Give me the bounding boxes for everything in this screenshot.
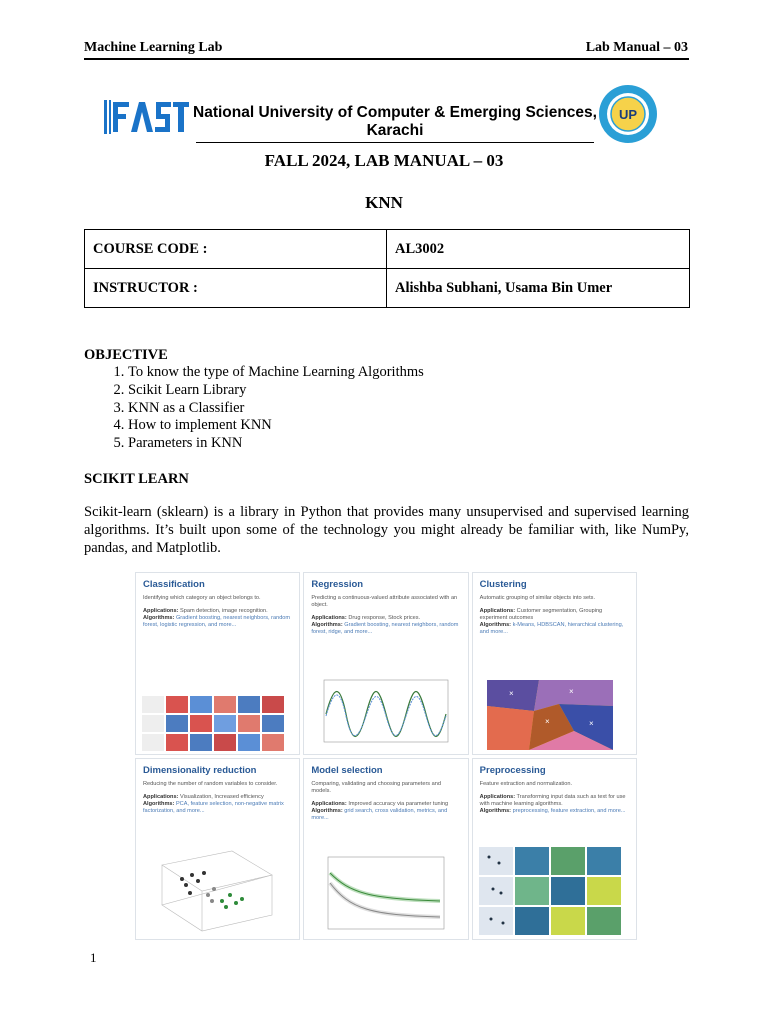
header-rule [84,58,689,60]
card-dimensionality-reduction [135,758,300,941]
scikit-paragraph: Scikit-learn (sklearn) is a library in Python that provides many unsupervised and supervised learning algorithms. It’s built upon some of the technology you might already be familiar with, like NumPy, pandas, and Matplotlib. [84,504,689,556]
card-title: Classification [143,579,205,590]
card-description: Identifying which category an object belongs to. [143,595,261,601]
running-header-right: Lab Manual – 03 [585,40,688,55]
card-algorithms: Algorithms: PCA, feature selection, non-negative matrix factorization, and more... [143,800,284,814]
page-number: 1 [90,950,97,965]
university-seal-icon [598,84,658,149]
model-selection-thumbnail [310,853,452,937]
course-info-table [84,229,690,308]
card-title: Dimensionality reduction [143,764,257,776]
card-description: Comparing, validating and choosing parameters and models. [311,780,441,794]
objective-heading: OBJECTIVE [84,347,168,363]
card-preprocessing [472,758,637,941]
card-description: Predicting a continuous-valued attribute associated with an object. [311,595,458,608]
preprocessing-thumbnail [479,847,623,937]
card-applications: Applications: Customer segmentation, Grouping experiment outcomes [479,608,603,621]
card-title: Model selection [311,764,383,776]
instructor-label: INSTRUCTOR : [85,269,387,308]
card-applications: Applications: Drug response, Stock prices. [311,615,421,621]
fast-logo-icon [104,98,190,141]
card-applications: Applications: Transforming input data such as text for use with machine learning algorithms. [479,793,626,807]
running-header-left: Machine Learning Lab [84,40,223,55]
list-item: 3. KNN as a Classifier [128,400,424,418]
list-item: 4. How to implement KNN [128,417,424,435]
card-description: Feature extraction and normalization. [479,780,573,787]
scikit-heading: SCIKIT LEARN [84,471,189,487]
university-name-line2: Karachi [366,122,424,139]
card-description: Reducing the number of random variables to consider. [143,780,278,787]
objective-list [84,364,424,453]
card-title: Preprocessing [479,764,546,776]
card-title: Clustering [479,579,527,590]
card-algorithms: Algorithms: Gradient boosting, nearest neighbors, random forest, logistic regression, and more... [143,615,291,628]
topic-title: KNN [365,193,403,212]
card-applications: Applications: Improved accuracy via parameter tuning [311,800,449,807]
card-model-selection [303,758,468,941]
university-name [190,104,600,140]
table-row [85,269,690,308]
card-algorithms: Algorithms: k-Means, HDBSCAN, hierarchical clustering, and more... [479,622,624,635]
course-code-value: AL3002 [387,230,690,269]
card-regression [303,572,468,755]
svg-text:×: × [588,718,594,728]
regression-thumbnail [310,674,452,752]
list-item: 5. Parameters in KNN [128,435,424,453]
card-classification [135,572,300,755]
card-description: Automatic grouping of similar objects into sets. [479,595,596,601]
card-applications: Applications: Visualization, Increased efficiency [143,793,264,800]
svg-text:×: × [568,686,574,696]
list-item: 1. To know the type of Machine Learning Algorithms [128,364,424,382]
lab-manual-title: FALL 2024, LAB MANUAL – 03 [264,151,504,170]
clustering-thumbnail [479,676,621,752]
university-name-line1: National University of Computer & Emerging Sciences, [193,104,597,121]
card-algorithms: Algorithms: Gradient boosting, nearest neighbors, random forest, ridge, and more... [311,622,459,635]
svg-text:×: × [508,688,514,698]
table-row [85,230,690,269]
card-algorithms: Algorithms: grid search, cross validation, metrics, and more... [311,807,448,821]
card-clustering [472,572,637,755]
card-title: Regression [311,579,364,590]
list-item: 2. Scikit Learn Library [128,382,424,400]
classification-thumbnail [142,696,284,752]
course-code-label: COURSE CODE : [85,230,387,269]
dimensionality-thumbnail [142,845,284,937]
card-algorithms: Algorithms: preprocessing, feature extraction, and more... [479,807,626,814]
sklearn-overview-figure [135,572,637,940]
svg-text:UP: UP [618,107,638,122]
instructor-value: Alishba Subhani, Usama Bin Umer [387,269,690,308]
svg-text:×: × [544,716,550,726]
card-applications: Applications: Spam detection, image recognition. [143,608,268,614]
logo-rule [196,142,594,143]
